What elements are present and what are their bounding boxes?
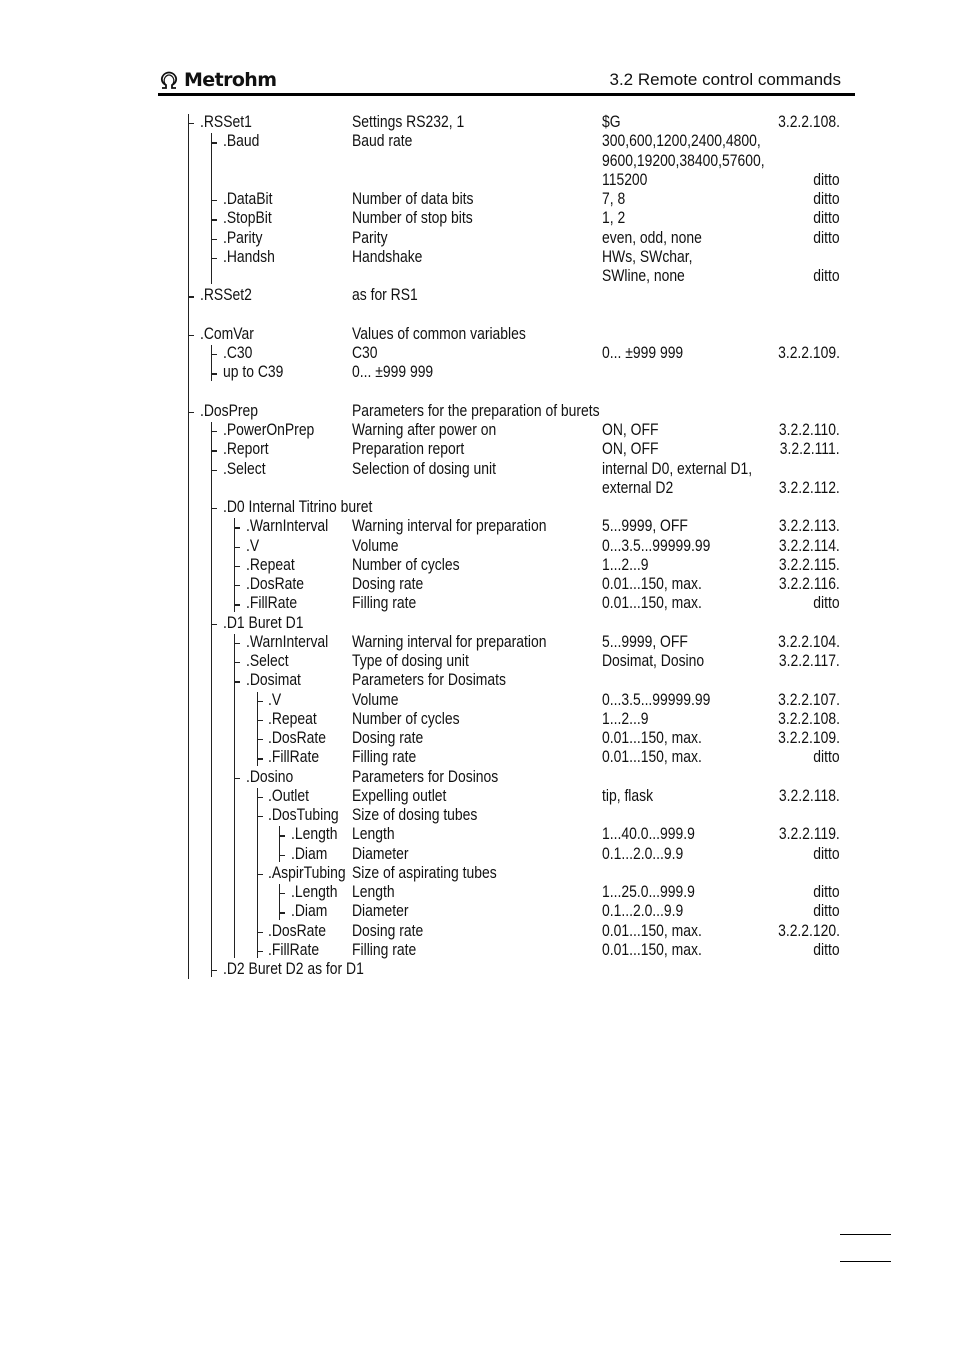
command-name: .DataBit	[223, 190, 273, 208]
command-value-range: 1...40.0...999.9	[602, 825, 695, 844]
tree-connector-line	[257, 692, 258, 766]
command-description: Baud rate	[352, 132, 413, 151]
tree-row	[0, 883, 954, 902]
command-value-range: 0.01...150, max.	[602, 594, 702, 613]
section-reference: 3.2.2.113.	[779, 517, 840, 536]
command-value-range: 0.01...150, max.	[602, 729, 702, 747]
section-reference: ditto	[813, 748, 840, 767]
section-reference: ditto	[813, 228, 840, 247]
command-value-range: 115200	[602, 170, 648, 189]
command-description: Warning interval for preparation	[352, 632, 547, 651]
section-reference: ditto	[813, 190, 840, 208]
command-name: .Length	[291, 825, 338, 844]
command-value-range: 9600,19200,38400,57600,	[602, 151, 765, 170]
command-value-range: external D2	[602, 478, 674, 497]
tree-connector-line	[234, 518, 235, 611]
tree-row	[0, 479, 954, 498]
section-reference: 3.2.2.114.	[779, 536, 840, 555]
command-name: .AspirTubing	[268, 863, 346, 882]
tree-row	[0, 960, 954, 979]
section-reference: 3.2.2.118.	[779, 786, 840, 805]
section-reference: 3.2.2.117.	[779, 652, 840, 670]
command-value-range: 1, 2	[602, 209, 626, 228]
command-value-range: ON, OFF	[602, 421, 659, 439]
command-name: .Repeat	[246, 555, 295, 574]
tree-row	[0, 864, 954, 883]
section-reference: 3.2.2.108.	[778, 709, 840, 728]
command-description: Dosing rate	[352, 729, 424, 747]
command-name: .Baud	[223, 132, 260, 151]
margin-rule-top	[840, 1234, 891, 1235]
tree-row	[0, 614, 954, 633]
command-description: Filling rate	[352, 940, 417, 959]
section-reference: ditto	[813, 844, 840, 863]
section-reference: 3.2.2.109.	[778, 729, 840, 747]
tree-connector-line	[211, 422, 212, 977]
section-reference: 3.2.2.115.	[779, 555, 840, 574]
command-value-range: 0.1...2.0...9.9	[602, 844, 684, 863]
command-name: .C30	[223, 344, 253, 362]
tree-connector-line	[188, 114, 189, 979]
tree-row	[0, 556, 954, 575]
command-value-range: 1...2...9	[602, 555, 649, 574]
section-title: 3.2 Remote control commands	[609, 70, 841, 89]
tree-connector-line	[279, 826, 280, 862]
command-name: .Length	[291, 883, 338, 901]
command-value-range: 0.01...150, max.	[602, 940, 702, 959]
command-value-range: 5...9999, OFF	[602, 632, 688, 651]
command-description: Length	[352, 825, 395, 844]
command-name: .FillRate	[268, 748, 320, 767]
command-value-range: 300,600,1200,2400,4800,	[602, 132, 761, 151]
command-name: .DosRate	[268, 921, 327, 940]
command-value-range: HWs, SWchar,	[602, 247, 693, 266]
section-reference: 3.2.2.120.	[778, 921, 840, 940]
command-value-range: Dosimat, Dosino	[602, 652, 705, 670]
command-description: Filling rate	[352, 594, 417, 613]
command-value-range: 1...25.0...999.9	[602, 883, 695, 901]
command-value-range: even, odd, none	[602, 228, 702, 247]
command-name: .ComVar	[200, 324, 254, 343]
tree-row	[0, 902, 954, 921]
command-description: Warning interval for preparation	[352, 517, 547, 536]
command-name: .Handsh	[223, 247, 275, 266]
tree-row	[0, 633, 954, 652]
tree-row	[0, 517, 954, 536]
command-description: Parameters for Dosimats	[352, 671, 506, 690]
tree-row	[0, 306, 954, 325]
command-description: Type of dosing unit	[352, 652, 469, 670]
command-name: .Report	[223, 440, 269, 459]
section-reference: ditto	[813, 170, 840, 189]
command-description: Dosing rate	[352, 921, 424, 940]
section-reference: 3.2.2.107.	[778, 690, 840, 709]
command-description: C30	[352, 344, 378, 362]
tree-connector-line	[211, 133, 212, 284]
command-name: .Parity	[223, 228, 263, 247]
command-name: .RSSet1	[200, 113, 252, 131]
command-name: .V	[268, 690, 282, 709]
command-name: .Select	[246, 652, 289, 670]
tree-connector-line	[211, 345, 212, 381]
command-description: as for RS1	[352, 286, 418, 305]
command-description: Parameters for the preparation of burets	[352, 401, 600, 420]
tree-row	[0, 402, 954, 421]
command-description: Dosing rate	[352, 575, 424, 593]
section-reference: ditto	[813, 209, 840, 228]
tree-row	[0, 806, 954, 825]
tree-row	[0, 152, 954, 171]
margin-rules	[840, 1234, 891, 1264]
tree-connector-line	[257, 788, 258, 958]
command-description: Filling rate	[352, 748, 417, 767]
tree-row	[0, 325, 954, 344]
command-description: Parity	[352, 228, 388, 247]
tree-row	[0, 575, 954, 594]
section-reference: 3.2.2.109.	[778, 344, 840, 362]
command-name: .Repeat	[268, 709, 317, 728]
tree-row	[0, 440, 954, 459]
command-name: .V	[246, 536, 260, 555]
command-name: .DosPrep	[200, 401, 259, 420]
tree-row	[0, 825, 954, 844]
command-name: .DosRate	[246, 575, 305, 593]
section-reference: ditto	[813, 594, 840, 613]
tree-row	[0, 363, 954, 382]
command-name: .StopBit	[223, 209, 272, 228]
section-reference: ditto	[813, 940, 840, 959]
command-description: Diameter	[352, 902, 409, 921]
command-value-range: internal D0, external D1,	[602, 459, 753, 478]
logo-text: Metrohm	[184, 69, 277, 91]
command-name: .WarnInterval	[246, 517, 329, 536]
command-value-range: 0.01...150, max.	[602, 748, 702, 767]
section-reference: 3.2.2.112.	[779, 478, 840, 497]
command-value-range: tip, flask	[602, 786, 654, 805]
tree-row	[0, 922, 954, 941]
command-name: .D0 Internal Titrino buret	[223, 498, 373, 516]
command-name: .Diam	[291, 902, 328, 921]
tree-connector-line	[234, 634, 235, 958]
command-name: .D1 Buret D1	[223, 613, 304, 632]
section-reference: ditto	[813, 267, 840, 285]
command-name: .Diam	[291, 844, 328, 863]
command-value-range: 0...3.5...99999.99	[602, 536, 711, 555]
tree-row	[0, 132, 954, 151]
command-name: .RSSet2	[200, 286, 252, 305]
command-name: .DosTubing	[268, 806, 339, 824]
tree-row	[0, 691, 954, 710]
command-name: .FillRate	[268, 940, 320, 959]
command-description: Number of data bits	[352, 190, 474, 208]
tree-row	[0, 768, 954, 787]
tree-row	[0, 537, 954, 556]
command-description: Number of stop bits	[352, 209, 473, 228]
tree-connector-line	[279, 884, 280, 920]
section-reference: 3.2.2.116.	[779, 575, 840, 593]
section-reference: 3.2.2.104.	[778, 632, 840, 651]
command-description: Volume	[352, 536, 399, 555]
command-name: up to C39	[223, 363, 284, 382]
command-name: .WarnInterval	[246, 632, 329, 651]
tree-row	[0, 171, 954, 190]
command-value-range: 7, 8	[602, 190, 626, 208]
command-name: .Select	[223, 459, 266, 478]
tree-row	[0, 248, 954, 267]
command-value-range: SWline, none	[602, 267, 685, 285]
command-name: .Dosimat	[246, 671, 301, 690]
tree-row	[0, 498, 954, 517]
tree-row	[0, 286, 954, 305]
tree-row	[0, 652, 954, 671]
command-name: .FillRate	[246, 594, 298, 613]
command-name: .Dosino	[246, 767, 294, 786]
tree-row	[0, 344, 954, 363]
command-value-range: 0...3.5...99999.99	[602, 690, 711, 709]
command-description: Values of common variables	[352, 324, 526, 343]
command-name: .D2 Buret D2 as for D1	[223, 960, 364, 978]
command-description: Volume	[352, 690, 399, 709]
command-name: .Outlet	[268, 786, 310, 805]
section-reference: 3.2.2.108.	[778, 113, 840, 131]
command-description: Length	[352, 883, 395, 901]
command-description: Warning after power on	[352, 421, 497, 439]
tree-row	[0, 421, 954, 440]
command-value-range: 1...2...9	[602, 709, 649, 728]
tree-row	[0, 710, 954, 729]
tree-row	[0, 748, 954, 767]
command-name: .DosRate	[268, 729, 327, 747]
command-description: Diameter	[352, 844, 409, 863]
command-description: Handshake	[352, 247, 423, 266]
tree-row	[0, 190, 954, 209]
tree-row	[0, 729, 954, 748]
command-description: Settings RS232, 1	[352, 113, 465, 131]
command-value-range: 0.01...150, max.	[602, 575, 702, 593]
section-reference: 3.2.2.110.	[779, 421, 840, 439]
section-reference: 3.2.2.111.	[780, 440, 840, 459]
tree-row	[0, 941, 954, 960]
command-description: Size of aspirating tubes	[352, 863, 497, 882]
section-reference: ditto	[813, 902, 840, 921]
section-reference: ditto	[813, 883, 840, 901]
command-value-range: $G	[602, 113, 621, 131]
tree-row	[0, 209, 954, 228]
command-description: Number of cycles	[352, 709, 460, 728]
margin-rule-bottom	[840, 1261, 891, 1262]
command-value-range: 0... ±999 999	[602, 344, 684, 362]
tree-row	[0, 787, 954, 806]
tree-row	[0, 113, 954, 132]
command-description: Size of dosing tubes	[352, 806, 478, 824]
tree-row	[0, 229, 954, 248]
command-description: Parameters for Dosinos	[352, 767, 499, 786]
command-name: .PowerOnPrep	[223, 421, 315, 439]
tree-row	[0, 594, 954, 613]
command-value-range: 0.1...2.0...9.9	[602, 902, 684, 921]
command-description: 0... ±999 999	[352, 363, 434, 382]
tree-row	[0, 671, 954, 690]
command-description: Preparation report	[352, 440, 465, 459]
command-description: Number of cycles	[352, 555, 460, 574]
command-description: Expelling outlet	[352, 786, 447, 805]
command-value-range: 0.01...150, max.	[602, 921, 702, 940]
command-value-range: ON, OFF	[602, 440, 659, 459]
tree-row	[0, 460, 954, 479]
tree-row	[0, 845, 954, 864]
tree-row	[0, 267, 954, 286]
tree-row	[0, 383, 954, 402]
section-reference: 3.2.2.119.	[779, 825, 840, 844]
command-value-range: 5...9999, OFF	[602, 517, 688, 536]
command-description: Selection of dosing unit	[352, 459, 496, 478]
